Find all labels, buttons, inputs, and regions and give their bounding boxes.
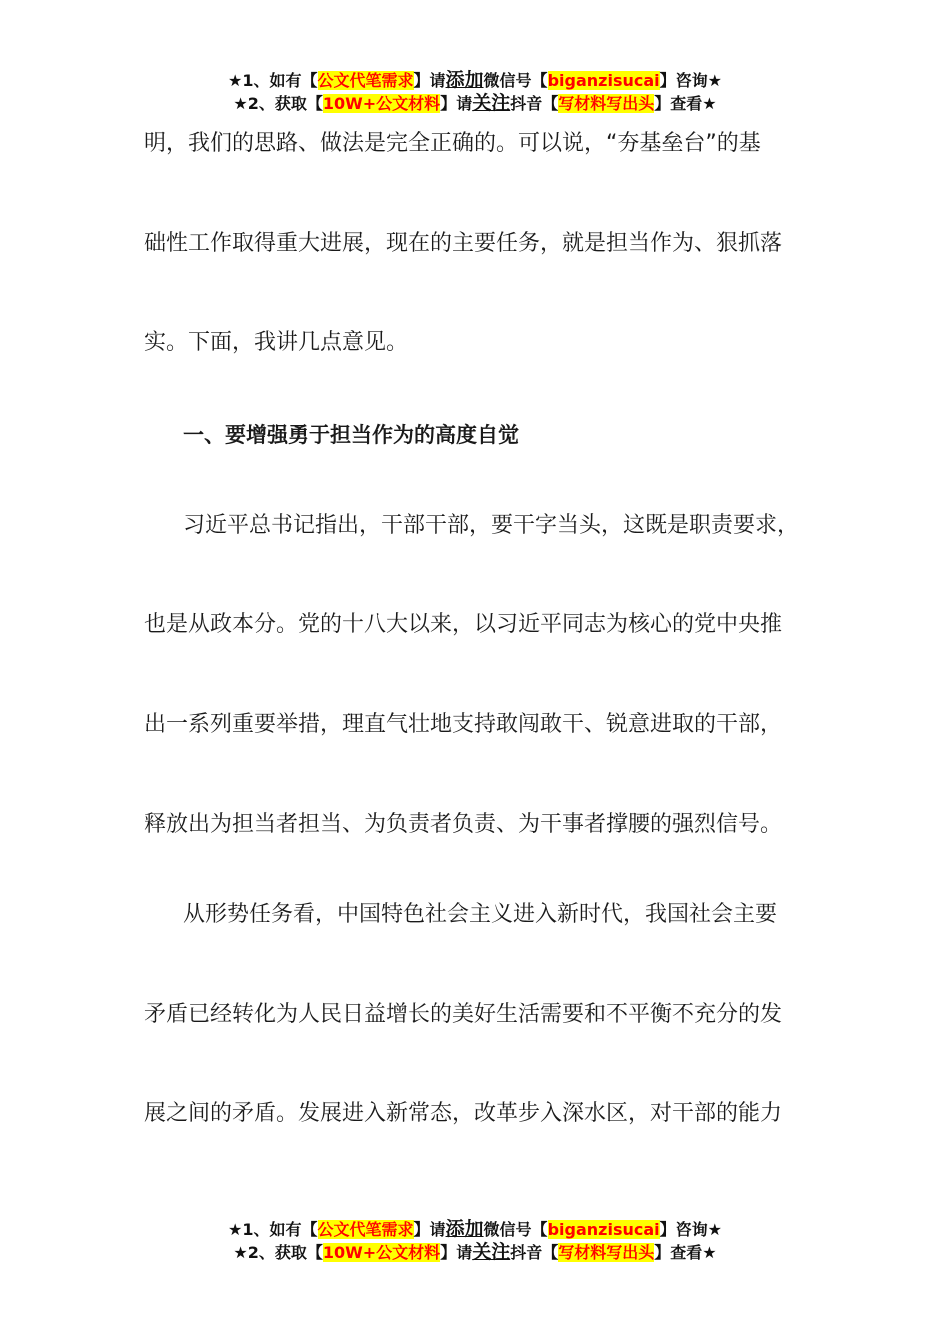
paragraph-line: 础性工作取得重大进展，现在的主要任务，就是担当作为、狠抓落 [144,231,783,256]
emphasis-follow: 关注 [472,1241,511,1263]
paragraph-line: 出一系列重要举措，理直气壮地支持敢闯敢干、锐意进取的干部， [144,712,783,737]
banner-text: 】请 [440,1243,473,1262]
banner-text: 】咨询★ [659,1220,722,1239]
section-heading: 一、要增强勇于担当作为的高度自觉 [183,423,519,447]
highlight-service: 公文代笔需求 [317,1220,414,1239]
banner-text: ★1、如有【 [228,1220,318,1239]
paragraph-line: 从形势任务看，中国特色社会主义进入新时代，我国社会主要 [183,902,778,927]
banner-text: 微信号【 [483,1220,548,1239]
paragraph-line: 也是从政本分。党的十八大以来，以习近平同志为核心的党中央推 [144,612,783,637]
banner-text: ★2、获取【 [233,1243,323,1262]
banner-text: 】请 [440,94,473,113]
banner-text: ★1、如有【 [228,71,318,90]
banner-line-1 [0,1218,950,1241]
banner-text: 】请 [413,1220,446,1239]
paragraph-line: 实。下面，我讲几点意见。 [144,330,409,355]
paragraph-line: 矛盾已经转化为人民日益增长的美好生活需要和不平衡不充分的发 [144,1002,783,1027]
paragraph-line: 展之间的矛盾。发展进入新常态，改革步入深水区，对干部的能力 [144,1101,783,1126]
highlight-materials: 10W+公文材料 [322,1243,441,1262]
banner-line-2 [0,92,950,115]
banner-text: 抖音【 [510,1243,559,1262]
emphasis-add: 添加 [445,1218,484,1240]
banner-line-1 [0,69,950,92]
banner-text: ★2、获取【 [233,94,323,113]
banner-text: 】咨询★ [659,71,722,90]
footer-banner [0,1218,950,1264]
banner-text: 】查看★ [654,1243,717,1262]
paragraph-line: 明，我们的思路、做法是完全正确的。可以说，“夯基垒台”的基 [144,131,761,156]
banner-text: 抖音【 [510,94,559,113]
emphasis-add: 添加 [445,69,484,91]
emphasis-follow: 关注 [472,92,511,114]
banner-text: 】请 [413,71,446,90]
banner-line-2 [0,1241,950,1264]
header-banner [0,69,950,115]
highlight-wechat-id: biganzisucai [547,1220,660,1239]
highlight-materials: 10W+公文材料 [322,94,441,113]
paragraph-line: 释放出为担当者担当、为负责者负责、为干事者撑腰的强烈信号。 [144,812,783,837]
highlight-douyin-account: 写材料写出头 [558,94,655,113]
banner-text: 微信号【 [483,71,548,90]
highlight-service: 公文代笔需求 [317,71,414,90]
highlight-wechat-id: biganzisucai [547,71,660,90]
paragraph-line: 习近平总书记指出，干部干部，要干字当头，这既是职责要求， [183,513,800,538]
banner-text: 】查看★ [654,94,717,113]
highlight-douyin-account: 写材料写出头 [558,1243,655,1262]
